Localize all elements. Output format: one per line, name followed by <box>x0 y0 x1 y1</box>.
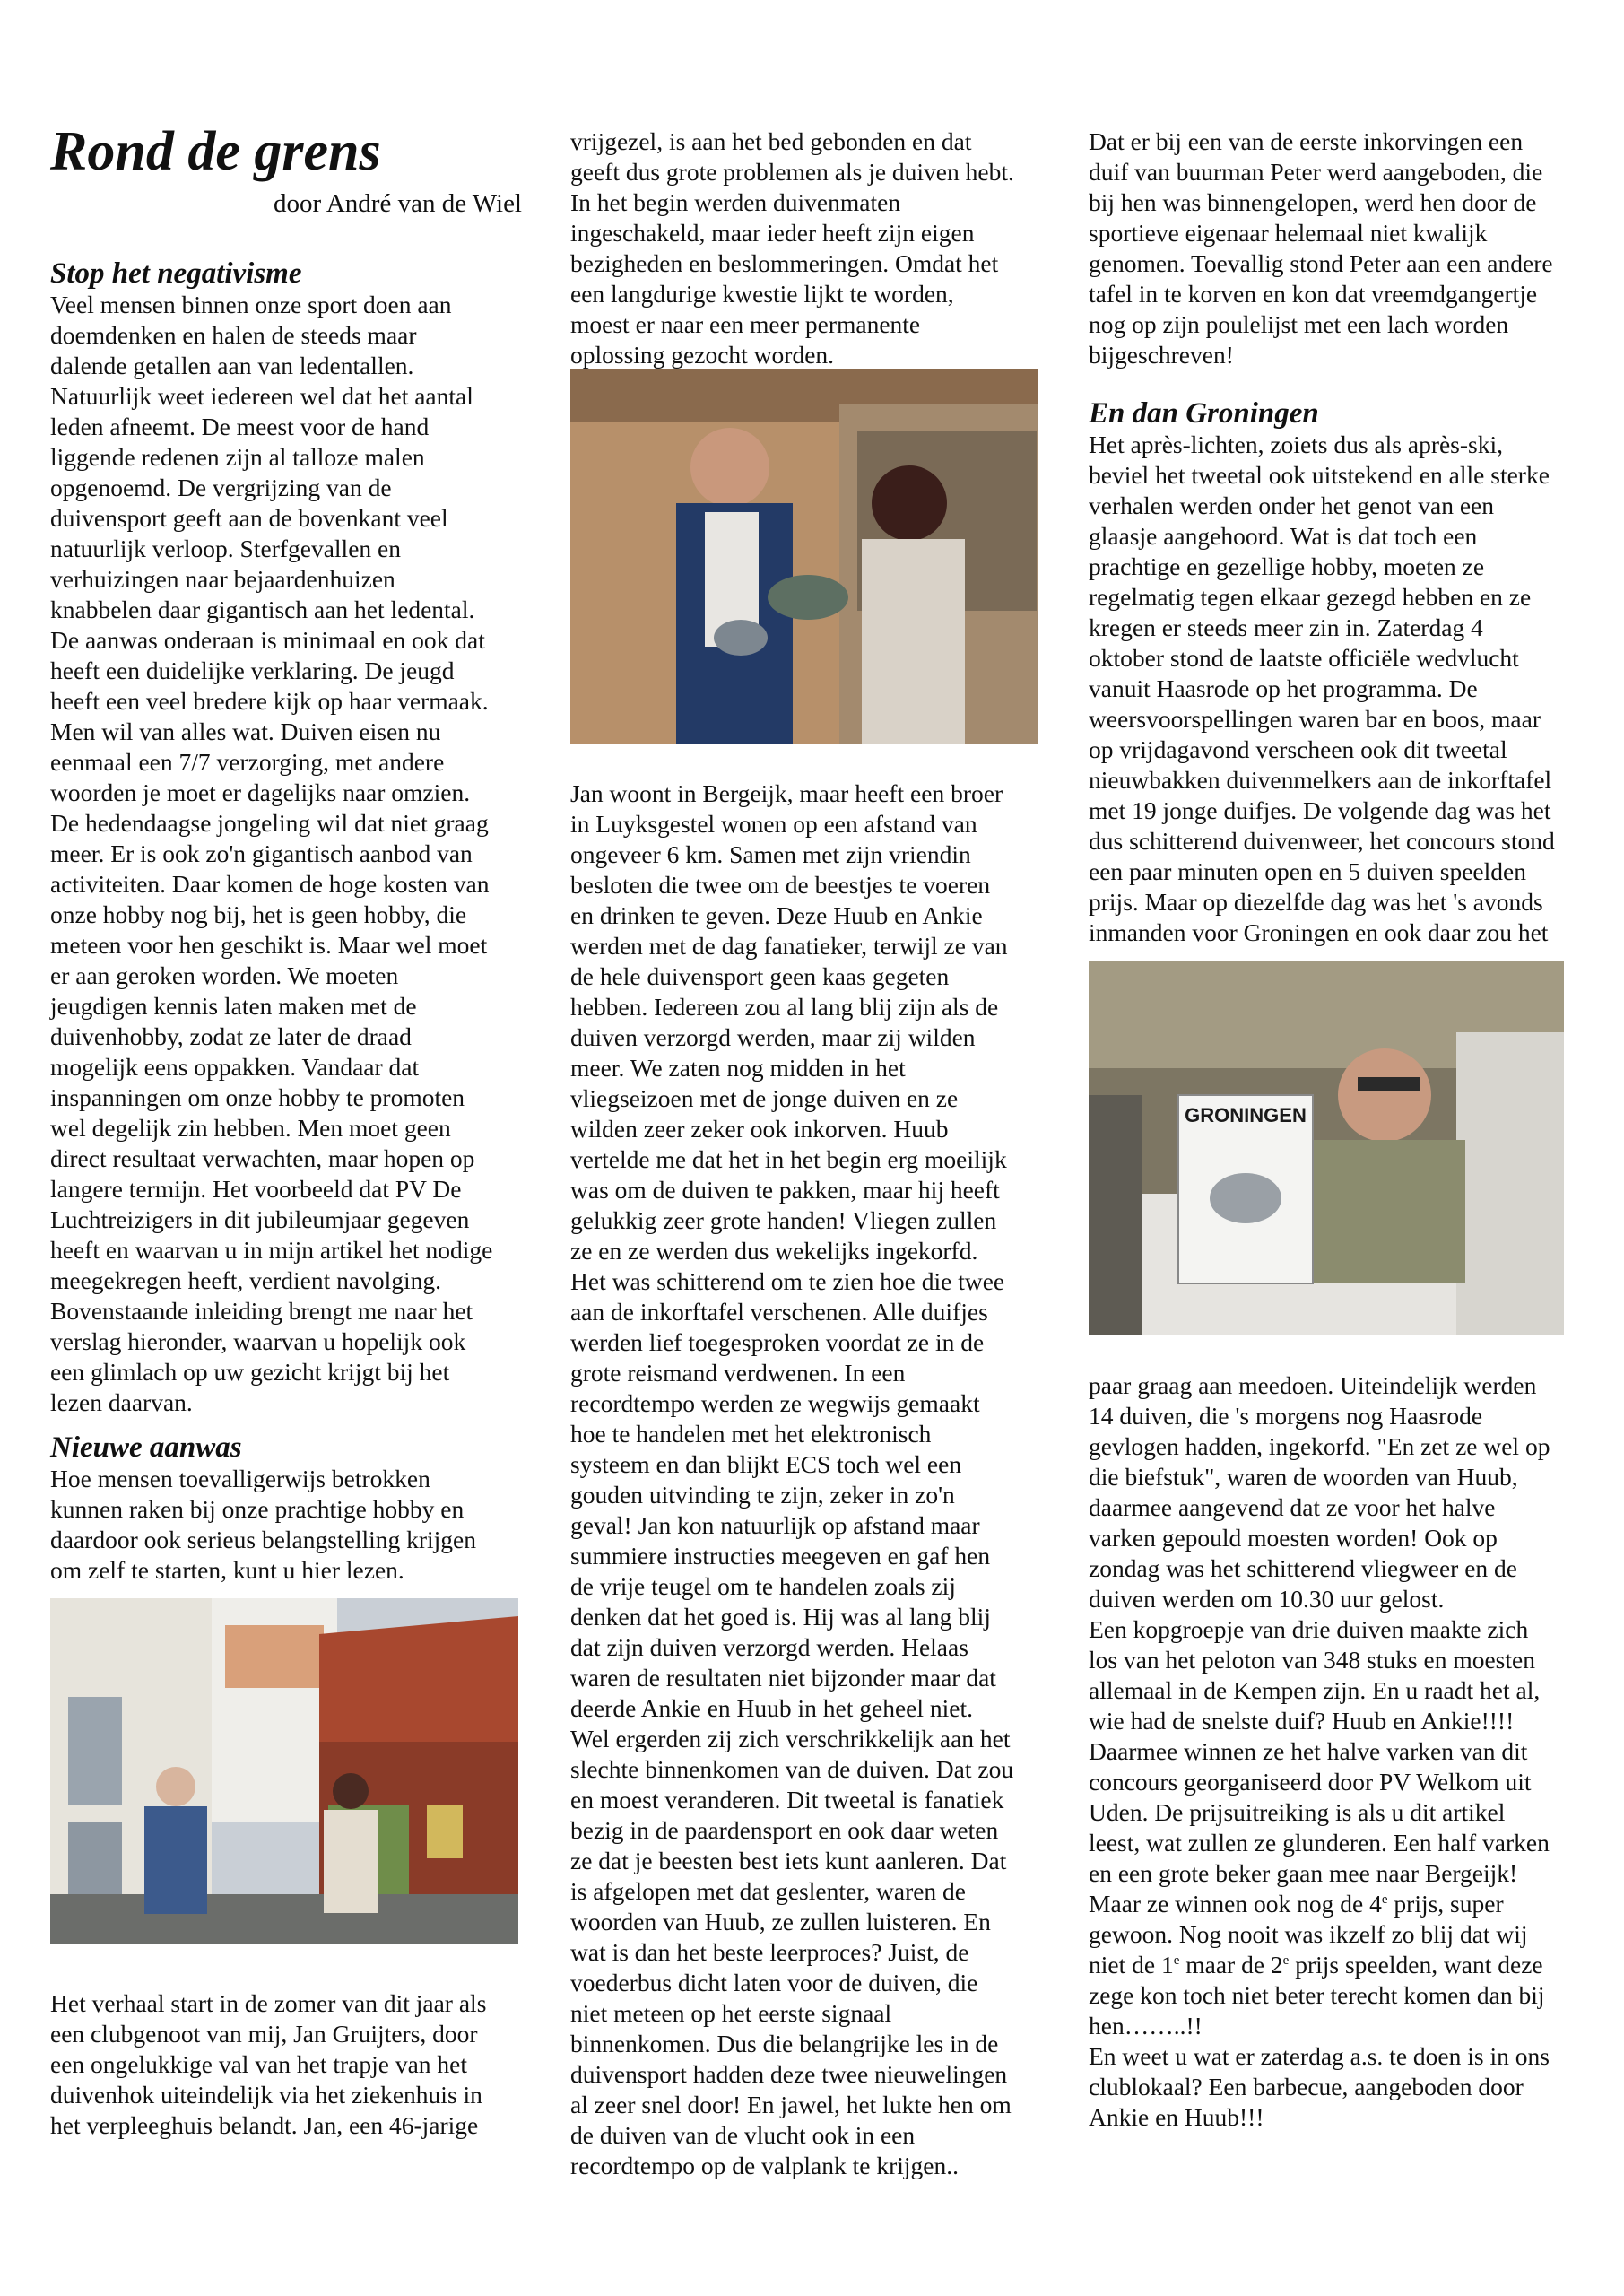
heading-stop-negativisme: Stop het negativisme <box>50 257 302 290</box>
paragraph-slot-barbecue: zege kon toch niet beter terecht komen dan bij hen……..!! En weet u wat er zaterdag a.s. te doen is in ons clublokaal? Een barbecue, aangeboden door Ankie en Huub!!! <box>1089 1981 1550 2131</box>
photo-jan-hospital-poster <box>1089 961 1564 1335</box>
line-gewoon: gewoon. Nog nooit was ikzelf zo blij dat wij <box>1089 1920 1528 1948</box>
article-title: Rond de grens <box>50 121 381 182</box>
paragraph-verhaal-start: Het verhaal start in de zomer van dit jaar als een clubgenoot van mij, Jan Gruijters, door een ongelukkige val van het trapje van het duivenhok uiteindelijk via het ziekenhuis in het verpleeghuis belandt. Jan, een 46-jarige <box>50 1989 487 2139</box>
paragraph-buurman-peter: Dat er bij een van de eerste inkorvingen een duif van buurman Peter werd aangeboden, die bij hen was binnengelopen, werd hen door de sportieve eigenaar helemaal niet kwalijk genomen. Toevallig stond Peter aan een andere tafel in te korven en kon dat vreemdgangertje nog op zijn poulelijst met een lach worden bijgeschreven! <box>1089 127 1553 369</box>
poster-title: GRONINGEN <box>1185 1104 1307 1126</box>
photo-huub-ankie-pigeons <box>570 369 1038 744</box>
paragraph-vrijgezel: vrijgezel, is aan het bed gebonden en dat geeft dus grote problemen als je duiven hebt. In het begin werden duivenmaten ingeschakeld, maar ieder heeft zijn eigen bezigheden en beslommeringen. Omdat het een langdurige kwestie lijkt te worden, moest er naar een meer permanente oplossing gezocht worden. <box>570 127 1014 369</box>
heading-nieuwe-aanwas: Nieuwe aanwas <box>50 1431 242 1464</box>
paragraph-nieuwe-aanwas: Hoe mensen toevalligerwijs betrokken kunnen raken bij onze prachtige hobby en daardoor ook serieus belangstelling krijgen om zelf te starten, kunt u hier lezen. <box>50 1465 477 1584</box>
paragraph-groningen: Het après-lichten, zoiets dus als après-ski, beviel het tweetal ook uitstekend en alle sterke verhalen werden onder het genot van een glaasje aangehoord. Wat is dat toch een prachtige en gezellige hobby, moeten ze regelmatig tegen elkaar gezegd hebben en ze kregen er steeds meer zin in. Zaterdag 4 oktober stond de laatste officiële wedvlucht vanuit Haasrode op het programma. De weersvoorspellingen waren bar en boos, maar op vrijdagavond verscheen ook dit tweetal nieuwbakken duivenmelkers aan de inkorftafel met 19 jonge duifjes. De volgende dag was het dus schitterend duivenweer, het concours stond een paar minuten open en 5 duiven speelden prijs. Maar op diezelfde dag was het 's avonds inmanden voor Groningen en ook daar zou het <box>1089 430 1555 946</box>
paragraph-jan-bergeijk: Jan woont in Bergeijk, maar heeft een broer in Luyksgestel wonen op een afstand van ongeveer 6 km. Samen met zijn vriendin besloten die twee om de beestjes te voeren en drinken te geven. Deze Huub en Ankie werden met de dag fanatieker, terwijl ze van de hele duivensport geen kaas gegeten hebben. Iedereen zou al lang blij zijn als de duiven verzorgd werden, maar zij wilden meer. We zaten nog midden in het vliegseizoen met de jonge duiven en ze wilden zeer zeker ook inkorven. Huub vertelde me dat het in het begin erg moeilijk was om de duiven te pakken, maar hij heeft gelukkig zeer grote handen! Vliegen zullen ze en ze werden dus wekelijks ingekorfd. Het was schitterend om te zien hoe die twee aan de inkorftafel verschenen. Alle duifjes werden lief toegesproken voordat ze in de grote reismand verdwenen. In een recordtempo werden ze wegwijs gemaakt hoe te handelen met het elektronisch systeem en dan blijkt ECS toch wel een gouden uitvinding te zijn, zeker in zo'n geval! Jan kon natuurlijk op afstand maar summiere instructies meegeven en gaf hen de vrije teugel om te handelen zoals zij denken dat het goed is. Hij was al lang blij dat zijn duiven verzorgd werden. Helaas waren de resultaten niet bijzonder maar dat deerde Ankie en Huub in het geheel niet. Wel ergerden zij zich verschrikkelijk aan het slechte binnenkomen van de duiven. Dat zou en moest veranderen. Dit tweetal is fanatiek bezig in de paardensport en ook daar weten ze dat je beesten best iets kunt aanleren. Dat is afgelopen met dat geslenter, waren de woorden van Huub, ze zullen luisteren. En wat is dan het beste leerproces? Juist, de voederbus dicht laten voor de duiven, die niet meteen op het eerste signaal binnenkomen. Dus die belangrijke les in de duivensport hadden deze twee nieuwelingen al zeer snel door! En jawel, het lukte hen om de duiven van de vlucht ook in een recordtempo op de valplank te krijgen.. <box>570 779 1014 2179</box>
photo-couple-loft-exterior <box>50 1598 518 1944</box>
heading-en-dan-groningen: En dan Groningen <box>1089 397 1319 430</box>
paragraph-paar-meedoen: paar graag aan meedoen. Uiteindelijk werden 14 duiven, die 's morgens nog Haasrode gevlogen hadden, ingekorfd. "En zet ze wel op die biefstuk", waren de woorden van Huub, daarmee aangevend dat ze voor het halve varken gepould moesten worden! Ook op zondag was het schitterend vliegweer en de duiven werden om 10.30 uur gelost. Een kopgroepje van drie duiven maakte zich los van het peloton van 348 stuks en moesten allemaal in de Kempen zijn. En u raadt het al, wie had de snelste duif? Huub en Ankie!!!! Daarmee winnen ze het halve varken van dit concours georganiseerd door PV Welkom uit Uden. De prijsuitreiking is als u dit artikel leest, wat zullen ze glunderen. Een half varken en een grote beker gaan mee naar Bergeijk! <box>1089 1371 1550 1887</box>
line-4e-prijs: Maar ze winnen ook nog de 4e prijs, super <box>1089 1890 1504 1918</box>
line-1e-2e-prijs: niet de 1e maar de 2e prijs speelden, want deze <box>1089 1951 1543 1979</box>
article-byline: door André van de Wiel <box>274 189 522 218</box>
paragraph-stop-negativisme: Veel mensen binnen onze sport doen aan doemdenken en halen de steeds maar dalende getallen aan van ledentallen. Natuurlijk weet iedereen wel dat het aantal leden afneemt. De meest voor de hand liggende redenen zijn al talloze malen opgenoemd. De vergrijzing van de duivensport geeft aan de bovenkant veel natuurlijk verloop. Sterfgevallen en verhuizingen naar bejaardenhuizen knabbelen daar gigantisch aan het ledental. De aanwas onderaan is minimaal en ook dat heeft een duidelijke verklaring. De jeugd heeft een veel bredere kijk op haar vermaak. Men wil van alles wat. Duiven eisen nu eenmaal een 7/7 verzorging, met andere woorden je moet er dagelijks naar omzien. De hedendaagse jongeling wil dat niet graag meer. Er is ook zo'n gigantisch aanbod van activiteiten. Daar komen de hoge kosten van onze hobby nog bij, het is geen hobby, die meteen voor hen geschikt is. Maar wel moet er aan geroken worden. We moeten jeugdigen kennis laten maken met de duivenhobby, zodat ze later de draad mogelijk eens oppakken. Vandaar dat inspanningen om onze hobby te promoten wel degelijk zin hebben. Men moet geen direct resultaat verwachten, maar hopen op langere termijn. Het voorbeeld dat PV De Luchtreizigers in dit jubileumjaar gegeven heeft en waarvan u in mijn artikel het nodige meegekregen heeft, verdient navolging. Bovenstaande inleiding brengt me naar het verslag hieronder, waarvan u hopelijk ook een glimlach op uw gezicht krijgt bij het lezen daarvan. <box>50 291 493 1416</box>
